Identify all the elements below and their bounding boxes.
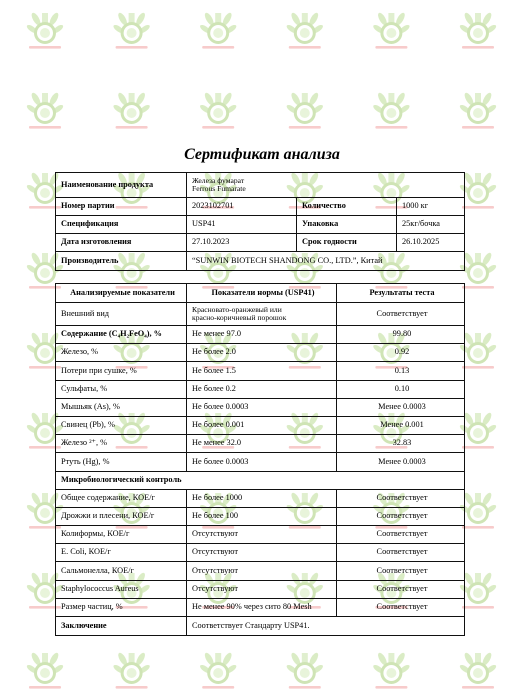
dates-row xyxy=(56,234,465,252)
watermark-logo-icon xyxy=(26,91,65,128)
watermark-logo-icon xyxy=(372,91,411,128)
conclusion-text: Соответствует Стандарту USP41. xyxy=(187,617,465,636)
table-row xyxy=(56,598,465,616)
conclusion-row xyxy=(56,617,465,636)
norm-cell: Отсутствуют xyxy=(187,562,337,580)
result-cell: Соответствует xyxy=(337,489,465,507)
watermark-logo-icon xyxy=(459,11,498,48)
result-cell: 0.92 xyxy=(337,344,465,362)
table-row xyxy=(56,544,465,562)
param-cell: Содержание (C₄H₂FeO₄), % xyxy=(56,326,187,344)
param-cell: Внешний вид xyxy=(56,303,187,326)
norm-cell: Отсутствуют xyxy=(187,580,337,598)
table-row xyxy=(56,398,465,416)
product-name-label: Наименование продукта xyxy=(56,173,187,198)
table-row xyxy=(56,362,465,380)
analysis-table xyxy=(55,283,465,636)
spec-label: Спецификация xyxy=(56,216,187,234)
expiry-value: 26.10.2025 xyxy=(397,234,465,252)
batch-value: 2023102701 xyxy=(187,198,297,216)
param-cell: Железо ²⁺, % xyxy=(56,435,187,453)
header-result: Результаты теста xyxy=(337,284,465,303)
table-row xyxy=(56,489,465,507)
norm-line: красно-коричневый порошок xyxy=(192,313,287,322)
spec-value: USP41 xyxy=(187,216,297,234)
table-row xyxy=(56,416,465,434)
watermark-logo-icon xyxy=(372,651,411,688)
norm-cell: Не более 1000 xyxy=(187,489,337,507)
norm-cell: Не более 0.2 xyxy=(187,380,337,398)
quantity-value: 1000 кг xyxy=(397,198,465,216)
conclusion-label: Заключение xyxy=(56,617,187,636)
watermark-logo-icon xyxy=(285,651,324,688)
expiry-label: Срок годности xyxy=(297,234,397,252)
analysis-header-row xyxy=(56,284,465,303)
norm-cell: Не более 0.0003 xyxy=(187,453,337,471)
product-name-row xyxy=(56,173,465,198)
watermark-logo-icon xyxy=(199,91,238,128)
spec-row xyxy=(56,216,465,234)
norm-cell: Отсутствуют xyxy=(187,544,337,562)
table-row xyxy=(56,526,465,544)
batch-label: Номер партии xyxy=(56,198,187,216)
param-cell: Потери при сушке, % xyxy=(56,362,187,380)
param-cell: Колиформы, КОЕ/г xyxy=(56,526,187,544)
norm-cell: Не менее 90% через сито 80 Mesh xyxy=(187,598,337,616)
watermark-logo-icon xyxy=(26,651,65,688)
param-cell: Общее содержание, КОЕ/г xyxy=(56,489,187,507)
norm-cell: Не менее 97.0 xyxy=(187,326,337,344)
watermark-logo-icon xyxy=(372,11,411,48)
result-cell: Менее 0.001 xyxy=(337,416,465,434)
param-cell: Дрожжи и плесени, КОЕ/г xyxy=(56,507,187,525)
table-row xyxy=(56,344,465,362)
manufacturer-label: Производитель xyxy=(56,252,187,271)
param-cell: Сальмонелла, КОЕ/г xyxy=(56,562,187,580)
mfg-date-label: Дата изготовления xyxy=(56,234,187,252)
micro-heading-row xyxy=(56,471,465,489)
param-cell: Свинец (Pb), % xyxy=(56,416,187,434)
header-norm: Показатели нормы (USP41) xyxy=(187,284,337,303)
watermark-logo-icon xyxy=(112,91,151,128)
norm-cell: Не более 100 xyxy=(187,507,337,525)
watermark-logo-icon xyxy=(285,91,324,128)
result-cell: Менее 0.0003 xyxy=(337,453,465,471)
watermark-logo-icon xyxy=(459,91,498,128)
result-cell: Соответствует xyxy=(337,580,465,598)
mfg-date-value: 27.10.2023 xyxy=(187,234,297,252)
table-row xyxy=(56,303,465,326)
norm-cell xyxy=(187,303,337,326)
param-cell: Железо, % xyxy=(56,344,187,362)
result-cell: Соответствует xyxy=(337,544,465,562)
watermark-logo-icon xyxy=(26,11,65,48)
norm-cell: Не менее 32.0 xyxy=(187,435,337,453)
norm-cell: Отсутствуют xyxy=(187,526,337,544)
result-cell: Менее 0.0003 xyxy=(337,398,465,416)
norm-cell: Не более 0.001 xyxy=(187,416,337,434)
table-row xyxy=(56,326,465,344)
manufacturer-value: “SUNWIN BIOTECH SHANDONG CO., LTD.”, Китай xyxy=(187,252,465,271)
result-cell: 99.80 xyxy=(337,326,465,344)
param-cell: Сульфаты, % xyxy=(56,380,187,398)
product-info-table xyxy=(55,172,465,271)
table-row xyxy=(56,580,465,598)
result-cell: Соответствует xyxy=(337,507,465,525)
document-title: Сертификат анализа xyxy=(184,146,340,163)
watermark-logo-icon xyxy=(199,651,238,688)
param-cell: Ртуть (Hg), % xyxy=(56,453,187,471)
result-cell: Соответствует xyxy=(337,562,465,580)
watermark-logo-icon xyxy=(459,651,498,688)
result-cell: Соответствует xyxy=(337,303,465,326)
result-cell: Соответствует xyxy=(337,526,465,544)
result-cell: 0.13 xyxy=(337,362,465,380)
param-cell: E. Coli, КОЕ/г xyxy=(56,544,187,562)
norm-cell: Не более 2.0 xyxy=(187,344,337,362)
table-row xyxy=(56,507,465,525)
result-cell: Соответствует xyxy=(337,598,465,616)
table-row xyxy=(56,435,465,453)
result-cell: 0.10 xyxy=(337,380,465,398)
param-cell: Staphylococcus Aureus xyxy=(56,580,187,598)
norm-cell: Не более 0.0003 xyxy=(187,398,337,416)
table-row xyxy=(56,453,465,471)
watermark-logo-icon xyxy=(285,11,324,48)
product-name-ru: Железа фумарат xyxy=(192,175,245,185)
norm-line: Красновато-оранжевый или xyxy=(192,304,282,314)
table-row xyxy=(56,562,465,580)
norm-cell: Не более 1.5 xyxy=(187,362,337,380)
quantity-label: Количество xyxy=(297,198,397,216)
packaging-label: Упаковка xyxy=(297,216,397,234)
manufacturer-row xyxy=(56,252,465,271)
table-row xyxy=(56,380,465,398)
result-cell: 32.83 xyxy=(337,435,465,453)
watermark-logo-icon xyxy=(112,651,151,688)
packaging-value: 25кг/бочка xyxy=(397,216,465,234)
product-name-en: Ferrous Fumarate xyxy=(192,184,246,193)
header-param: Анализируемые показатели xyxy=(56,284,187,303)
product-name-value xyxy=(187,173,465,198)
param-cell: Размер частиц, % xyxy=(56,598,187,616)
batch-row xyxy=(56,198,465,216)
param-cell: Мышьяк (As), % xyxy=(56,398,187,416)
micro-heading: Микробиологический контроль xyxy=(56,471,465,489)
watermark-logo-icon xyxy=(199,11,238,48)
watermark-logo-icon xyxy=(112,11,151,48)
